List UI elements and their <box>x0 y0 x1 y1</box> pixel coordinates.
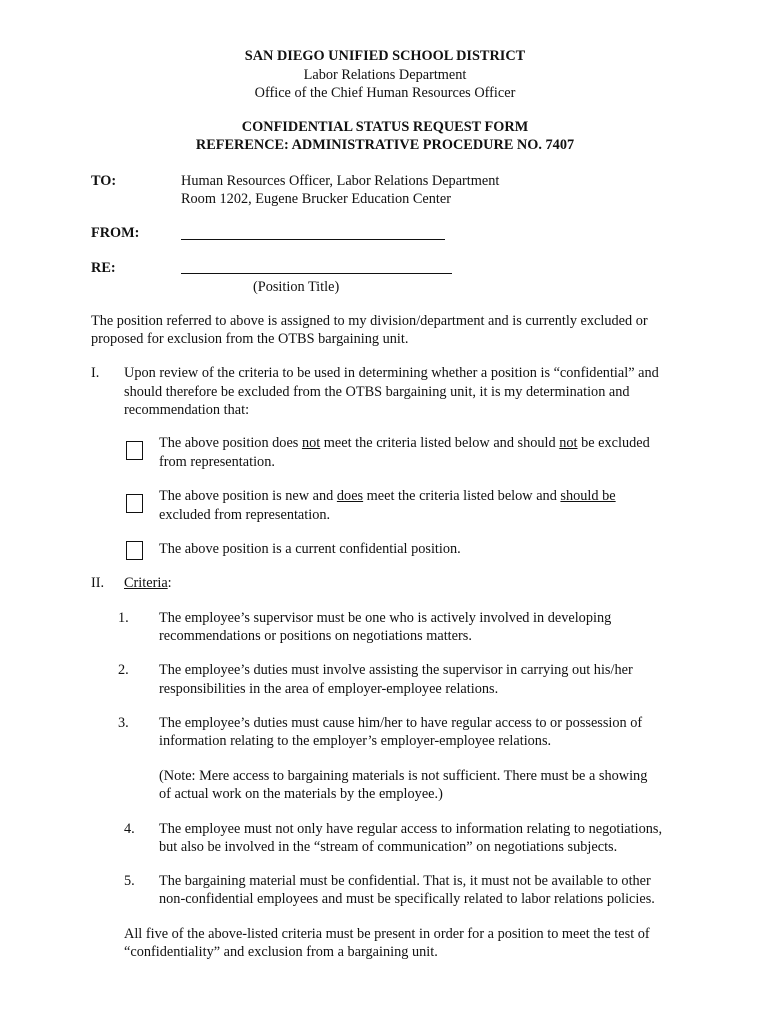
criterion-5-number: 5. <box>124 873 135 889</box>
option-current-confidential-checkbox[interactable] <box>126 541 143 560</box>
from-label: FROM: <box>91 225 140 241</box>
section-1-line-2: should therefore be excluded from the OTBS bargaining unit, it is my determination and <box>124 384 630 400</box>
closing-line-2: “confidentiality” and exclusion from a bargaining unit. <box>124 944 438 960</box>
criterion-2-line-1: The employee’s duties must involve assisting the supervisor in carrying out his/her <box>159 662 633 678</box>
criterion-5-line-2: non-confidential employees and must be specifically related to labor relations policies. <box>159 891 655 907</box>
section-1-line-1: Upon review of the criteria to be used in determining whether a position is “confidential” and <box>124 365 659 381</box>
criterion-1-line-2: recommendations or positions on negotiations matters. <box>159 628 472 644</box>
from-field[interactable] <box>181 239 445 240</box>
criteria-heading: Criteria: <box>124 575 172 591</box>
form-reference: REFERENCE: ADMINISTRATIVE PROCEDURE NO. 7407 <box>195 137 575 153</box>
form-title: CONFIDENTIAL STATUS REQUEST FORM <box>241 119 529 135</box>
criterion-2-line-2: responsibilities in the area of employer-employee relations. <box>159 681 499 697</box>
intro-line-1: The position referred to above is assigned to my division/department and is currently excluded or <box>91 313 648 329</box>
criterion-5-line-1: The bargaining material must be confidential. That is, it must not be available to other <box>159 873 651 889</box>
district-name: SAN DIEGO UNIFIED SCHOOL DISTRICT <box>244 48 526 64</box>
to-location: Room 1202, Eugene Brucker Education Center <box>181 191 451 207</box>
option-not-excluded-line-2: from representation. <box>159 454 275 470</box>
criterion-4-number: 4. <box>124 821 135 837</box>
criterion-3-line-1: The employee’s duties must cause him/her to have regular access to or possession of <box>159 715 643 731</box>
criterion-1-number: 1. <box>118 610 129 626</box>
office-name: Office of the Chief Human Resources Officer <box>254 85 516 101</box>
closing-line-1: All five of the above-listed criteria must be present in order for a position to meet the test of <box>124 926 650 942</box>
re-field[interactable] <box>181 273 452 274</box>
note-line-1: (Note: Mere access to bargaining materials is not sufficient. There must be a showing <box>159 768 648 784</box>
option-not-excluded-line-1: The above position does not meet the criteria listed below and should not be excluded <box>159 435 650 451</box>
option-new-excluded-line-1: The above position is new and does meet the criteria listed below and should be <box>159 488 616 504</box>
criterion-4-line-2: but also be involved in the “stream of communication” on negotiations subjects. <box>159 839 618 855</box>
department-name: Labor Relations Department <box>303 67 467 83</box>
option-new-excluded-line-2: excluded from representation. <box>159 507 331 523</box>
section-2-numeral: II. <box>91 575 105 591</box>
option-current-confidential-line-1: The above position is a current confidential position. <box>159 541 461 557</box>
criterion-4-line-1: The employee must not only have regular access to information relating to negotiations, <box>159 821 663 837</box>
option-new-excluded-checkbox[interactable] <box>126 494 143 513</box>
to-label: TO: <box>91 173 117 189</box>
criterion-1-line-1: The employee’s supervisor must be one who is actively involved in developing <box>159 610 612 626</box>
intro-line-2: proposed for exclusion from the OTBS bargaining unit. <box>91 331 409 347</box>
criterion-3-line-2: information relating to the employer’s employer-employee relations. <box>159 733 552 749</box>
criterion-3-number: 3. <box>118 715 129 731</box>
section-1-numeral: I. <box>91 365 100 381</box>
option-not-excluded-checkbox[interactable] <box>126 441 143 460</box>
to-recipient: Human Resources Officer, Labor Relations Department <box>181 173 500 189</box>
section-1-line-3: recommendation that: <box>124 402 250 418</box>
note-line-2: of actual work on the materials by the employee.) <box>159 786 443 802</box>
criterion-2-number: 2. <box>118 662 129 678</box>
re-label: RE: <box>91 260 116 276</box>
position-title-caption: (Position Title) <box>253 279 340 295</box>
